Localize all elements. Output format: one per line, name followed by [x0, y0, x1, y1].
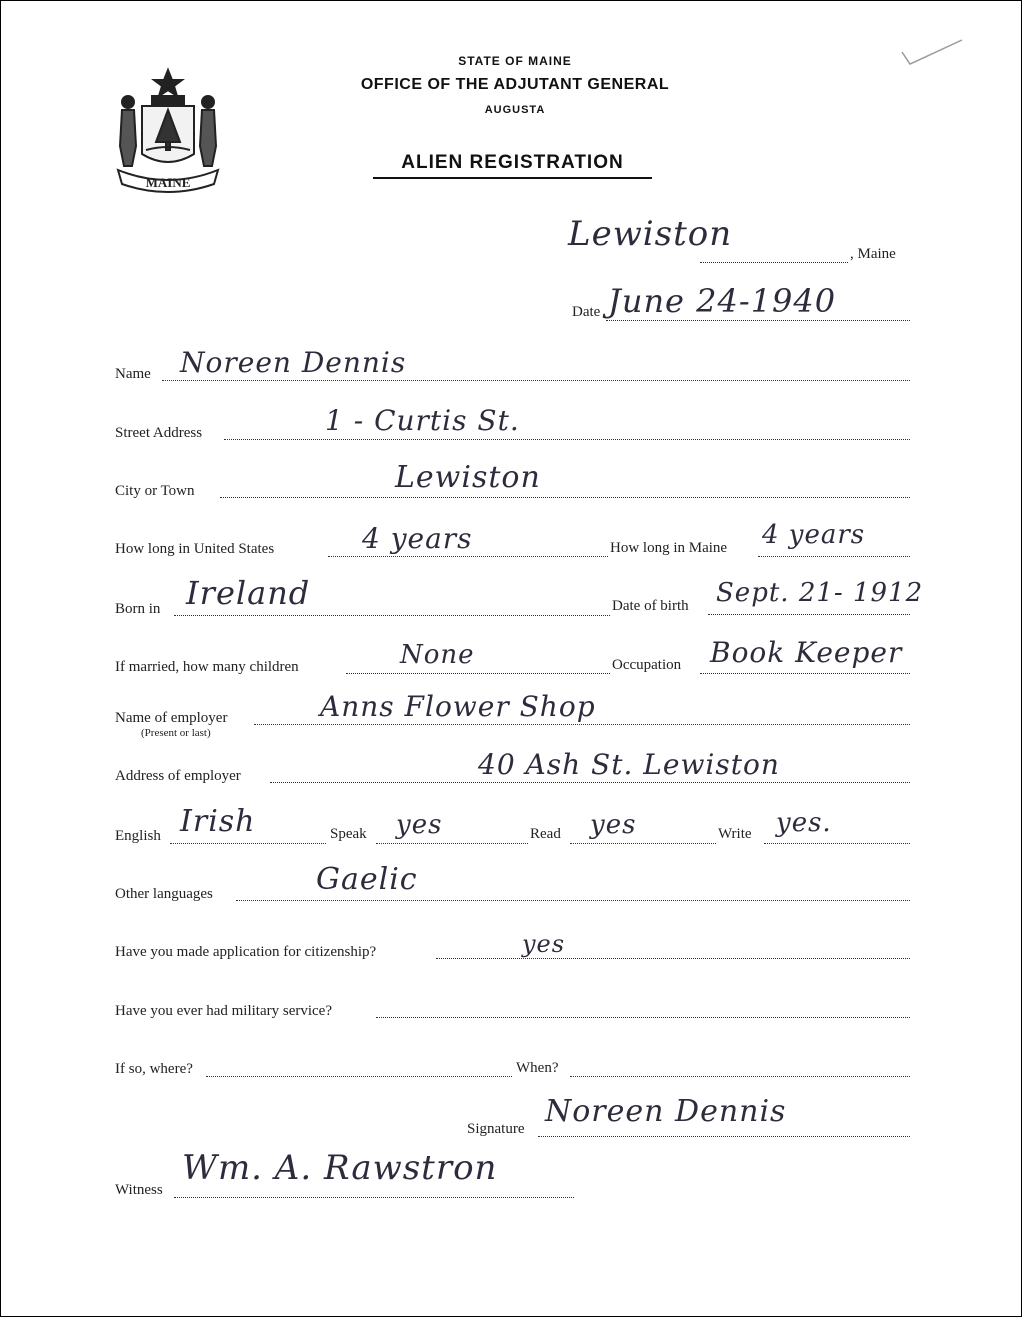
- town-suffix: , Maine: [850, 246, 896, 262]
- town-dots: [700, 262, 848, 263]
- speak-label: Speak: [330, 826, 367, 842]
- write-label: Write: [718, 826, 752, 842]
- other-languages-value: Gaelic: [316, 862, 418, 897]
- header-office: OFFICE OF THE ADJUTANT GENERAL: [360, 76, 670, 93]
- how-long-maine-dots: [758, 556, 910, 557]
- witness-dots: [174, 1197, 574, 1198]
- city-value: Lewiston: [395, 460, 541, 495]
- when-dots: [570, 1076, 910, 1077]
- other-languages-label: Other languages: [115, 886, 213, 902]
- military-label: Have you ever had military service?: [115, 1003, 332, 1019]
- checkmark-icon: [900, 38, 964, 68]
- how-long-maine-label: How long in Maine: [610, 540, 728, 556]
- employer-dots: [254, 724, 910, 725]
- children-dots: [346, 673, 610, 674]
- date-of-birth-value: Sept. 21- 1912: [716, 578, 924, 608]
- citizenship-dots: [436, 958, 910, 959]
- english-label: English: [115, 828, 161, 844]
- citizenship-value: yes: [522, 930, 566, 958]
- write-dots: [764, 843, 910, 844]
- date-of-birth-dots: [708, 614, 910, 615]
- children-label: If married, how many children: [115, 659, 299, 675]
- street-label: Street Address: [115, 425, 203, 441]
- city-dots: [220, 497, 910, 498]
- date-of-birth-label: Date of birth: [612, 598, 689, 614]
- speak-dots: [376, 843, 528, 844]
- date-label: Date: [572, 304, 601, 320]
- street-dots: [224, 439, 910, 440]
- svg-text:MAINE: MAINE: [145, 175, 191, 190]
- english-value: Irish: [180, 804, 256, 839]
- header-city: AUGUSTA: [484, 104, 546, 116]
- name-value: Noreen Dennis: [180, 346, 407, 379]
- citizenship-label: Have you made application for citizenship?: [115, 944, 377, 960]
- how-long-us-label: How long in United States: [115, 541, 275, 557]
- read-value: yes: [590, 810, 637, 840]
- town-value: Lewiston: [568, 214, 733, 254]
- form-title: ALIEN REGISTRATION: [373, 152, 652, 179]
- occupation-label: Occupation: [612, 657, 682, 673]
- how-long-maine-value: 4 years: [762, 520, 866, 550]
- english-dots: [170, 843, 326, 844]
- maine-state-seal: [112, 66, 224, 194]
- name-label: Name: [115, 366, 151, 382]
- how-long-us-value: 4 years: [362, 522, 473, 555]
- where-dots: [206, 1076, 512, 1077]
- other-languages-dots: [236, 900, 910, 901]
- born-in-value: Ireland: [186, 574, 311, 612]
- occupation-dots: [700, 673, 910, 674]
- employer-address-label: Address of employer: [115, 768, 241, 784]
- street-value: 1 - Curtis St.: [325, 404, 520, 437]
- military-dots: [376, 1017, 910, 1018]
- employer-address-dots: [270, 782, 910, 783]
- read-dots: [570, 843, 716, 844]
- date-value: June 24-1940: [608, 282, 837, 320]
- witness-value: Wm. A. Rawstron: [182, 1148, 498, 1188]
- city-label: City or Town: [115, 483, 195, 499]
- employer-note: (Present or last): [141, 727, 211, 739]
- employer-label: Name of employer: [115, 710, 228, 726]
- employer-value: Anns Flower Shop: [320, 690, 596, 723]
- occupation-value: Book Keeper: [710, 636, 903, 669]
- employer-address-value: 40 Ash St. Lewiston: [478, 748, 780, 781]
- signature-value: Noreen Dennis: [545, 1094, 787, 1129]
- when-label: When?: [516, 1060, 559, 1076]
- write-value: yes.: [776, 808, 832, 838]
- children-value: None: [400, 640, 475, 670]
- date-dots: [606, 320, 910, 321]
- witness-label: Witness: [115, 1182, 163, 1198]
- header-state: STATE OF MAINE: [458, 54, 572, 68]
- where-label: If so, where?: [115, 1061, 193, 1077]
- signature-label: Signature: [467, 1121, 525, 1137]
- signature-dots: [538, 1136, 910, 1137]
- born-in-dots: [174, 615, 610, 616]
- speak-value: yes: [396, 810, 443, 840]
- read-label: Read: [530, 826, 561, 842]
- how-long-us-dots: [328, 556, 608, 557]
- born-in-label: Born in: [115, 601, 161, 617]
- name-dots: [162, 380, 910, 381]
